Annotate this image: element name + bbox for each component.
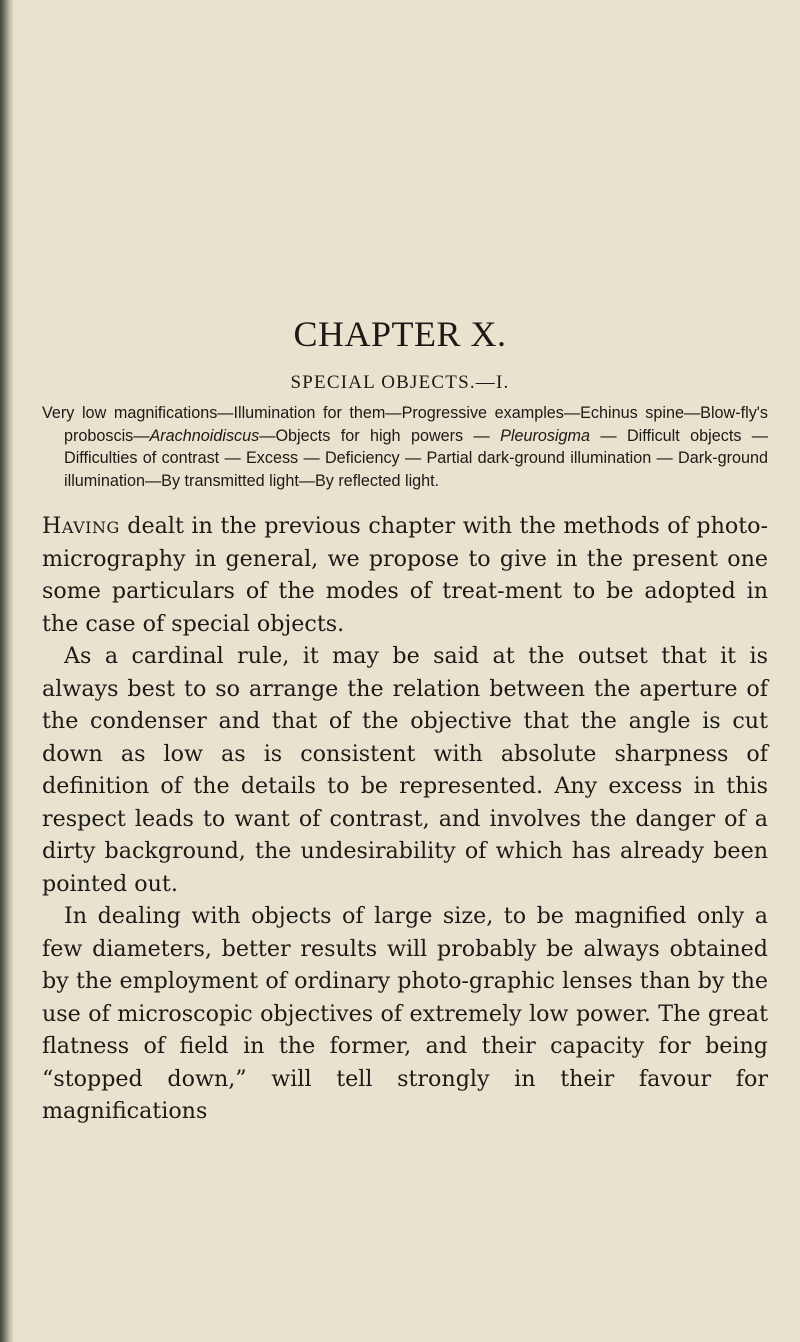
synopsis-italic-2: Pleurosigma (500, 426, 591, 445)
synopsis-text-3: — Difficult objects — Difficulties of contrast — Excess — Deficiency — Partial dark-ground illumination — Dark-ground illumination—By transmitted light—By reflected light. (64, 426, 768, 490)
chapter-synopsis (42, 402, 768, 492)
synopsis-text-2: —Objects for high powers — (259, 426, 501, 445)
synopsis-italic-1: Arachnoidiscus (149, 426, 260, 445)
paragraph-1-text: dealt in the previous chapter with the methods of photo-micrography in general, we propose to give in the present one some particulars of the modes of treat-ment to be adopted in the case of special objects. (42, 513, 768, 637)
body-text (42, 510, 768, 1128)
paragraph-3: In dealing with objects of large size, to be magnified only a few diameters, better results will probably be always obtained by the employment of ordinary photo-graphic lenses than by the use of microscopic objectives of extremely low power. The great flatness of field in the former, and their capacity for being “stopped down,” will tell strongly in their favour for magnifications (42, 903, 768, 1124)
chapter-title: CHAPTER X. (293, 314, 507, 354)
synopsis-text-1: Very low magnifications—Illumination for them—Progressive examples—Echinus spine—Blow-fly's proboscis— (42, 404, 768, 445)
section-title: SPECIAL OBJECTS.—I. (290, 372, 510, 393)
paragraph-1-lead-word: Having (42, 513, 120, 539)
paragraph-1 (42, 510, 768, 640)
paragraph-2: As a cardinal rule, it may be said at the outset that it is always best to so arrange the relation between the aperture of the condenser and that of the objective that the angle is cut down as low as is consistent with absolute sharpness of definition of the details to be represented. Any excess in this respect leads to want of contrast, and involves the danger of a dirty background, the undesirability of which has already been pointed out. (42, 643, 768, 897)
